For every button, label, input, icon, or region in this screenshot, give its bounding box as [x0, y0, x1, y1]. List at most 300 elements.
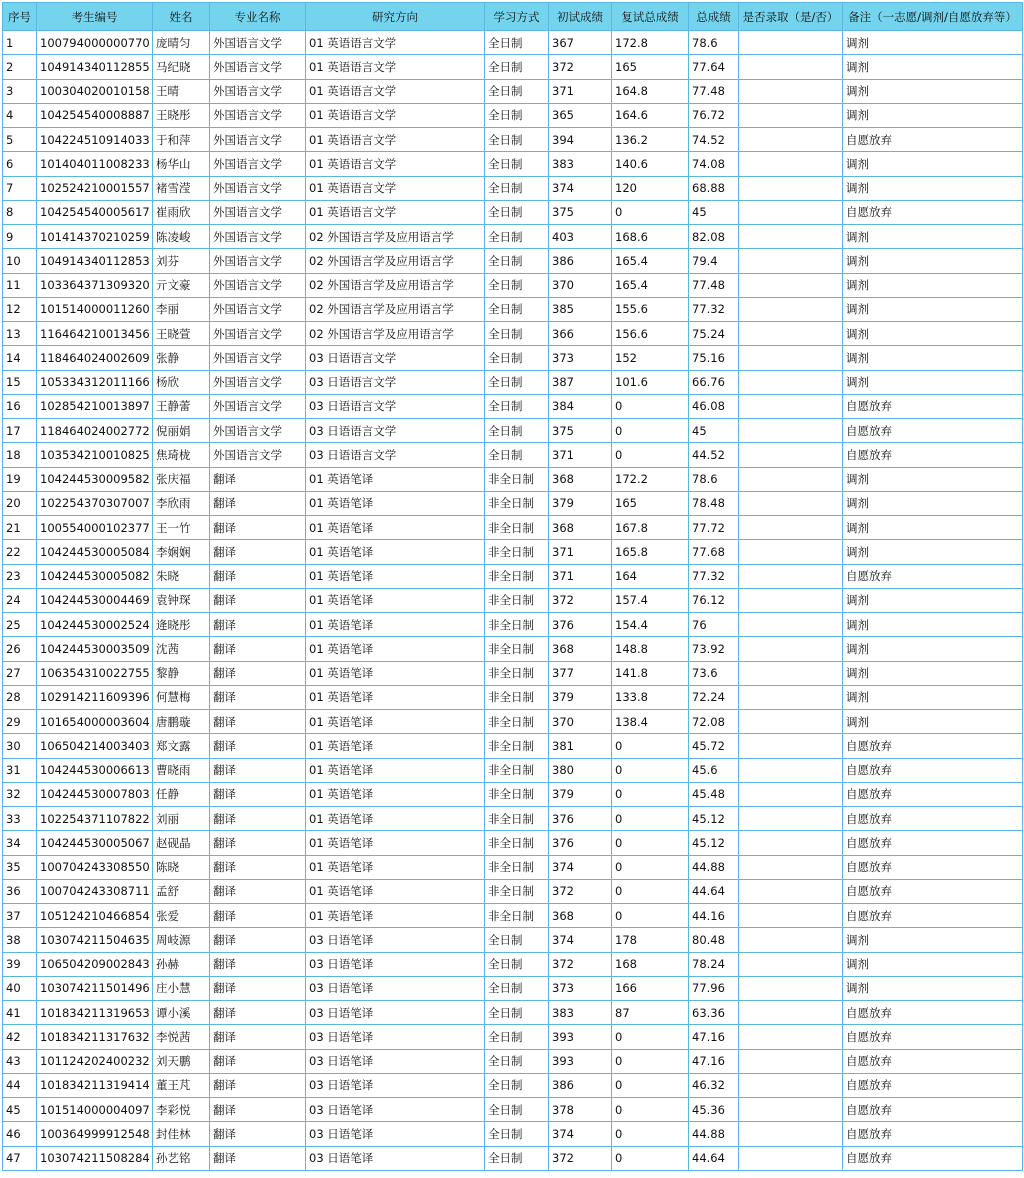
exam-id-cell: 100364999912548: [37, 1122, 153, 1146]
remark-cell: 调剂: [843, 928, 1023, 952]
study-mode-cell: 非全日制: [485, 831, 549, 855]
name-cell: 陈凌峻: [153, 225, 210, 249]
exam-id-cell: 101514000004097: [37, 1098, 153, 1122]
direction-cell: 01 英语笔译: [306, 467, 485, 491]
major-cell: 翻译: [210, 904, 306, 928]
study-mode-cell: 全日制: [485, 419, 549, 443]
admitted-cell: [739, 1098, 843, 1122]
seq-cell: 21: [3, 516, 37, 540]
major-cell: 外国语言文学: [210, 419, 306, 443]
retest-score-cell: 0: [612, 782, 689, 806]
total-score-cell: 66.76: [689, 370, 739, 394]
major-cell: 翻译: [210, 1122, 306, 1146]
retest-score-cell: 0: [612, 879, 689, 903]
table-row: [3, 831, 1023, 855]
table-row: [3, 734, 1023, 758]
seq-cell: 29: [3, 710, 37, 734]
table-row: [3, 807, 1023, 831]
direction-header: 研究方向: [306, 3, 485, 31]
retest-score-cell: 0: [612, 200, 689, 224]
total-score-cell: 45.12: [689, 831, 739, 855]
total-score-header: 总成绩: [689, 3, 739, 31]
seq-cell: 2: [3, 55, 37, 79]
remark-cell: 自愿放弃: [843, 419, 1023, 443]
study-mode-cell: 非全日制: [485, 734, 549, 758]
total-score-cell: 44.16: [689, 904, 739, 928]
major-cell: 翻译: [210, 467, 306, 491]
study-mode-cell: 非全日制: [485, 879, 549, 903]
retest-score-cell: 165.8: [612, 540, 689, 564]
seq-cell: 16: [3, 394, 37, 418]
admitted-cell: [739, 322, 843, 346]
name-cell: 孙赫: [153, 952, 210, 976]
study-mode-cell: 非全日制: [485, 661, 549, 685]
admitted-cell: [739, 55, 843, 79]
name-cell: 李娴娴: [153, 540, 210, 564]
seq-cell: 26: [3, 637, 37, 661]
retest-score-cell: 165: [612, 491, 689, 515]
initial-score-cell: 366: [549, 322, 612, 346]
table-row: [3, 249, 1023, 273]
admitted-cell: [739, 176, 843, 200]
admitted-cell: [739, 31, 843, 55]
initial-score-cell: 368: [549, 516, 612, 540]
exam-id-cell: 104244530007803: [37, 782, 153, 806]
direction-cell: 01 英语笔译: [306, 613, 485, 637]
initial-score-cell: 373: [549, 346, 612, 370]
total-score-cell: 74.52: [689, 128, 739, 152]
exam-id-cell: 104244530002524: [37, 613, 153, 637]
initial-score-cell: 379: [549, 685, 612, 709]
major-cell: 翻译: [210, 1049, 306, 1073]
seq-cell: 14: [3, 346, 37, 370]
remark-cell: 自愿放弃: [843, 564, 1023, 588]
direction-cell: 01 英语笔译: [306, 904, 485, 928]
major-cell: 外国语言文学: [210, 322, 306, 346]
seq-cell: 46: [3, 1122, 37, 1146]
name-cell: 封佳林: [153, 1122, 210, 1146]
study-mode-cell: 非全日制: [485, 758, 549, 782]
name-cell: 亓文豪: [153, 273, 210, 297]
direction-cell: 01 英语语言文学: [306, 103, 485, 127]
name-cell: 王静蕾: [153, 394, 210, 418]
admitted-cell: [739, 1025, 843, 1049]
admitted-cell: [739, 952, 843, 976]
table-row: [3, 564, 1023, 588]
name-cell: 任静: [153, 782, 210, 806]
initial-score-cell: 381: [549, 734, 612, 758]
table-row: [3, 273, 1023, 297]
major-cell: 外国语言文学: [210, 152, 306, 176]
remark-cell: 自愿放弃: [843, 1049, 1023, 1073]
name-cell: 朱晓: [153, 564, 210, 588]
name-cell: 周岐源: [153, 928, 210, 952]
admitted-cell: [739, 128, 843, 152]
table-row: [3, 637, 1023, 661]
study-mode-cell: 全日制: [485, 297, 549, 321]
admitted-cell: [739, 807, 843, 831]
direction-cell: 03 日语语言文学: [306, 346, 485, 370]
major-cell: 外国语言文学: [210, 394, 306, 418]
seq-cell: 17: [3, 419, 37, 443]
study-mode-cell: 全日制: [485, 249, 549, 273]
total-score-cell: 45.6: [689, 758, 739, 782]
major-cell: 翻译: [210, 588, 306, 612]
remark-cell: 调剂: [843, 370, 1023, 394]
initial-score-cell: 368: [549, 904, 612, 928]
major-cell: 外国语言文学: [210, 31, 306, 55]
name-cell: 庄小慧: [153, 976, 210, 1000]
major-cell: 翻译: [210, 831, 306, 855]
exam-id-cell: 103534210010825: [37, 443, 153, 467]
direction-cell: 01 英语语言文学: [306, 176, 485, 200]
initial-score-cell: 378: [549, 1098, 612, 1122]
initial-score-cell: 383: [549, 152, 612, 176]
retest-score-cell: 0: [612, 1122, 689, 1146]
initial-score-cell: 376: [549, 807, 612, 831]
exam-id-cell: 106504209002843: [37, 952, 153, 976]
initial-score-cell: 368: [549, 637, 612, 661]
retest-score-cell: 0: [612, 1098, 689, 1122]
retest-score-cell: 168: [612, 952, 689, 976]
retest-score-cell: 0: [612, 904, 689, 928]
remark-cell: 自愿放弃: [843, 443, 1023, 467]
total-score-cell: 45: [689, 419, 739, 443]
initial-score-cell: 375: [549, 200, 612, 224]
table-row: [3, 103, 1023, 127]
direction-cell: 02 外国语言学及应用语言学: [306, 322, 485, 346]
initial-score-cell: 374: [549, 176, 612, 200]
table-row: [3, 952, 1023, 976]
direction-cell: 03 日语语言文学: [306, 394, 485, 418]
seq-cell: 39: [3, 952, 37, 976]
retest-score-cell: 140.6: [612, 152, 689, 176]
total-score-cell: 78.48: [689, 491, 739, 515]
exam-id-cell: 100704243308711: [37, 879, 153, 903]
name-cell: 何慧梅: [153, 685, 210, 709]
retest-score-cell: 165: [612, 55, 689, 79]
seq-cell: 44: [3, 1073, 37, 1097]
major-cell: 翻译: [210, 1098, 306, 1122]
retest-score-cell: 0: [612, 1025, 689, 1049]
admitted-cell: [739, 467, 843, 491]
admitted-cell: [739, 249, 843, 273]
total-score-cell: 77.48: [689, 79, 739, 103]
exam-id-cell: 104224510914033: [37, 128, 153, 152]
direction-cell: 03 日语语言文学: [306, 443, 485, 467]
total-score-cell: 73.6: [689, 661, 739, 685]
table-row: [3, 685, 1023, 709]
admitted-cell: [739, 1146, 843, 1170]
retest-score-cell: 164.6: [612, 103, 689, 127]
remark-cell: 调剂: [843, 467, 1023, 491]
exam-id-cell: 100554000102377: [37, 516, 153, 540]
study-mode-cell: 全日制: [485, 928, 549, 952]
major-cell: 翻译: [210, 976, 306, 1000]
remark-cell: 调剂: [843, 273, 1023, 297]
major-cell: 翻译: [210, 710, 306, 734]
total-score-cell: 75.16: [689, 346, 739, 370]
name-cell: 李彩悦: [153, 1098, 210, 1122]
remark-cell: 调剂: [843, 152, 1023, 176]
seq-cell: 11: [3, 273, 37, 297]
seq-cell: 4: [3, 103, 37, 127]
retest-score-cell: 101.6: [612, 370, 689, 394]
seq-cell: 42: [3, 1025, 37, 1049]
exam-id-cell: 104254540008887: [37, 103, 153, 127]
study-mode-cell: 全日制: [485, 1146, 549, 1170]
retest-score-cell: 172.8: [612, 31, 689, 55]
exam-id-cell: 104244530005082: [37, 564, 153, 588]
direction-cell: 01 英语笔译: [306, 491, 485, 515]
remark-cell: 自愿放弃: [843, 394, 1023, 418]
seq-cell: 24: [3, 588, 37, 612]
exam-id-header: 考生编号: [37, 3, 153, 31]
name-cell: 马纪晓: [153, 55, 210, 79]
remark-cell: 调剂: [843, 31, 1023, 55]
table-row: [3, 1122, 1023, 1146]
direction-cell: 01 英语语言文学: [306, 55, 485, 79]
seq-cell: 8: [3, 200, 37, 224]
direction-cell: 01 英语笔译: [306, 516, 485, 540]
study-mode-cell: 全日制: [485, 79, 549, 103]
retest-score-cell: 0: [612, 1049, 689, 1073]
admitted-cell: [739, 1073, 843, 1097]
exam-id-cell: 102254370307007: [37, 491, 153, 515]
direction-cell: 01 英语笔译: [306, 831, 485, 855]
seq-cell: 3: [3, 79, 37, 103]
remark-cell: 自愿放弃: [843, 831, 1023, 855]
study-mode-cell: 全日制: [485, 273, 549, 297]
table-row: [3, 928, 1023, 952]
name-cell: 张静: [153, 346, 210, 370]
seq-cell: 30: [3, 734, 37, 758]
remark-cell: 调剂: [843, 516, 1023, 540]
name-cell: 逄晓彤: [153, 613, 210, 637]
retest-score-cell: 133.8: [612, 685, 689, 709]
admitted-cell: [739, 613, 843, 637]
admitted-cell: [739, 879, 843, 903]
header-row: [3, 3, 1023, 31]
seq-cell: 22: [3, 540, 37, 564]
admitted-cell: [739, 540, 843, 564]
retest-score-cell: 0: [612, 807, 689, 831]
total-score-cell: 46.32: [689, 1073, 739, 1097]
major-cell: 翻译: [210, 613, 306, 637]
name-cell: 李欣雨: [153, 491, 210, 515]
admitted-cell: [739, 928, 843, 952]
remark-cell: 调剂: [843, 637, 1023, 661]
seq-cell: 27: [3, 661, 37, 685]
exam-id-cell: 102914211609396: [37, 685, 153, 709]
table-row: [3, 758, 1023, 782]
name-cell: 沈茜: [153, 637, 210, 661]
name-cell: 董王芃: [153, 1073, 210, 1097]
initial-score-cell: 387: [549, 370, 612, 394]
seq-cell: 36: [3, 879, 37, 903]
table-row: [3, 200, 1023, 224]
table-row: [3, 152, 1023, 176]
retest-score-cell: 0: [612, 831, 689, 855]
exam-id-cell: 104244530003509: [37, 637, 153, 661]
direction-cell: 03 日语笔译: [306, 976, 485, 1000]
name-cell: 杨华山: [153, 152, 210, 176]
seq-cell: 28: [3, 685, 37, 709]
total-score-cell: 47.16: [689, 1049, 739, 1073]
remark-cell: 调剂: [843, 710, 1023, 734]
seq-cell: 31: [3, 758, 37, 782]
major-cell: 翻译: [210, 807, 306, 831]
initial-score-cell: 393: [549, 1049, 612, 1073]
remark-cell: 自愿放弃: [843, 128, 1023, 152]
initial-score-cell: 374: [549, 928, 612, 952]
retest-score-cell: 0: [612, 734, 689, 758]
seq-cell: 32: [3, 782, 37, 806]
direction-cell: 01 英语语言文学: [306, 152, 485, 176]
retest-score-cell: 157.4: [612, 588, 689, 612]
retest-score-cell: 152: [612, 346, 689, 370]
exam-id-cell: 100304020010158: [37, 79, 153, 103]
exam-id-cell: 118464024002609: [37, 346, 153, 370]
initial-score-cell: 372: [549, 588, 612, 612]
table-row: [3, 346, 1023, 370]
total-score-cell: 78.6: [689, 467, 739, 491]
retest-score-cell: 178: [612, 928, 689, 952]
direction-cell: 02 外国语言学及应用语言学: [306, 225, 485, 249]
total-score-cell: 72.24: [689, 685, 739, 709]
remark-cell: 调剂: [843, 176, 1023, 200]
initial-score-cell: 373: [549, 976, 612, 1000]
study-mode-cell: 全日制: [485, 55, 549, 79]
initial-score-cell: 385: [549, 297, 612, 321]
study-mode-cell: 全日制: [485, 370, 549, 394]
direction-cell: 01 英语笔译: [306, 710, 485, 734]
table-row: [3, 1049, 1023, 1073]
table-row: [3, 1146, 1023, 1170]
admitted-cell: [739, 831, 843, 855]
seq-cell: 40: [3, 976, 37, 1000]
exam-id-cell: 104244530006613: [37, 758, 153, 782]
initial-score-cell: 370: [549, 273, 612, 297]
study-mode-cell: 全日制: [485, 152, 549, 176]
total-score-cell: 78.24: [689, 952, 739, 976]
name-cell: 曹晓雨: [153, 758, 210, 782]
total-score-cell: 78.6: [689, 31, 739, 55]
total-score-cell: 45: [689, 200, 739, 224]
retest-score-cell: 164: [612, 564, 689, 588]
remark-cell: 调剂: [843, 55, 1023, 79]
table-row: [3, 370, 1023, 394]
major-cell: 翻译: [210, 758, 306, 782]
name-cell: 唐鹏璇: [153, 710, 210, 734]
initial-score-cell: 384: [549, 394, 612, 418]
total-score-cell: 45.48: [689, 782, 739, 806]
total-score-cell: 77.32: [689, 297, 739, 321]
table-row: [3, 879, 1023, 903]
total-score-cell: 45.72: [689, 734, 739, 758]
exam-id-cell: 102254371107822: [37, 807, 153, 831]
admitted-cell: [739, 394, 843, 418]
retest-score-cell: 167.8: [612, 516, 689, 540]
total-score-cell: 82.08: [689, 225, 739, 249]
exam-id-cell: 102524210001557: [37, 176, 153, 200]
direction-cell: 01 英语语言文学: [306, 200, 485, 224]
name-cell: 赵砚晶: [153, 831, 210, 855]
seq-cell: 15: [3, 370, 37, 394]
study-mode-cell: 非全日制: [485, 491, 549, 515]
study-mode-cell: 非全日制: [485, 540, 549, 564]
admitted-cell: [739, 419, 843, 443]
initial-score-cell: 372: [549, 55, 612, 79]
seq-cell: 9: [3, 225, 37, 249]
exam-id-cell: 103074211501496: [37, 976, 153, 1000]
initial-score-cell: 365: [549, 103, 612, 127]
exam-id-cell: 106354310022755: [37, 661, 153, 685]
initial-score-cell: 386: [549, 1073, 612, 1097]
remark-cell: 自愿放弃: [843, 807, 1023, 831]
table-row: [3, 1025, 1023, 1049]
total-score-cell: 44.64: [689, 1146, 739, 1170]
study-mode-cell: 全日制: [485, 1001, 549, 1025]
major-cell: 翻译: [210, 661, 306, 685]
major-cell: 翻译: [210, 564, 306, 588]
major-cell: 翻译: [210, 1073, 306, 1097]
study-mode-cell: 非全日制: [485, 564, 549, 588]
retest-score-cell: 148.8: [612, 637, 689, 661]
total-score-cell: 45.36: [689, 1098, 739, 1122]
total-score-cell: 77.48: [689, 273, 739, 297]
study-mode-cell: 非全日制: [485, 710, 549, 734]
seq-cell: 25: [3, 613, 37, 637]
retest-score-cell: 0: [612, 855, 689, 879]
exam-id-cell: 104244530004469: [37, 588, 153, 612]
total-score-cell: 75.24: [689, 322, 739, 346]
study-mode-cell: 全日制: [485, 1025, 549, 1049]
direction-cell: 03 日语笔译: [306, 1098, 485, 1122]
study-mode-cell: 全日制: [485, 103, 549, 127]
major-cell: 外国语言文学: [210, 297, 306, 321]
direction-cell: 01 英语语言文学: [306, 79, 485, 103]
remark-cell: 调剂: [843, 346, 1023, 370]
study-mode-cell: 非全日制: [485, 807, 549, 831]
name-cell: 孙艺铭: [153, 1146, 210, 1170]
retest-score-cell: 120: [612, 176, 689, 200]
admitted-cell: [739, 782, 843, 806]
name-header: 姓名: [153, 3, 210, 31]
admitted-cell: [739, 904, 843, 928]
seq-cell: 33: [3, 807, 37, 831]
admitted-cell: [739, 976, 843, 1000]
study-mode-cell: 全日制: [485, 952, 549, 976]
name-cell: 王一竹: [153, 516, 210, 540]
remark-cell: 自愿放弃: [843, 904, 1023, 928]
total-score-cell: 45.12: [689, 807, 739, 831]
initial-score-cell: 377: [549, 661, 612, 685]
retest-score-cell: 136.2: [612, 128, 689, 152]
retest-score-cell: 87: [612, 1001, 689, 1025]
remark-cell: 自愿放弃: [843, 1122, 1023, 1146]
retest-score-cell: 0: [612, 758, 689, 782]
initial-score-header: 初试成绩: [549, 3, 612, 31]
seq-cell: 7: [3, 176, 37, 200]
study-mode-cell: 非全日制: [485, 855, 549, 879]
seq-cell: 10: [3, 249, 37, 273]
exam-id-cell: 103364371309320: [37, 273, 153, 297]
initial-score-cell: 379: [549, 782, 612, 806]
total-score-cell: 44.88: [689, 1122, 739, 1146]
remark-cell: 调剂: [843, 491, 1023, 515]
exam-id-cell: 116464210013456: [37, 322, 153, 346]
